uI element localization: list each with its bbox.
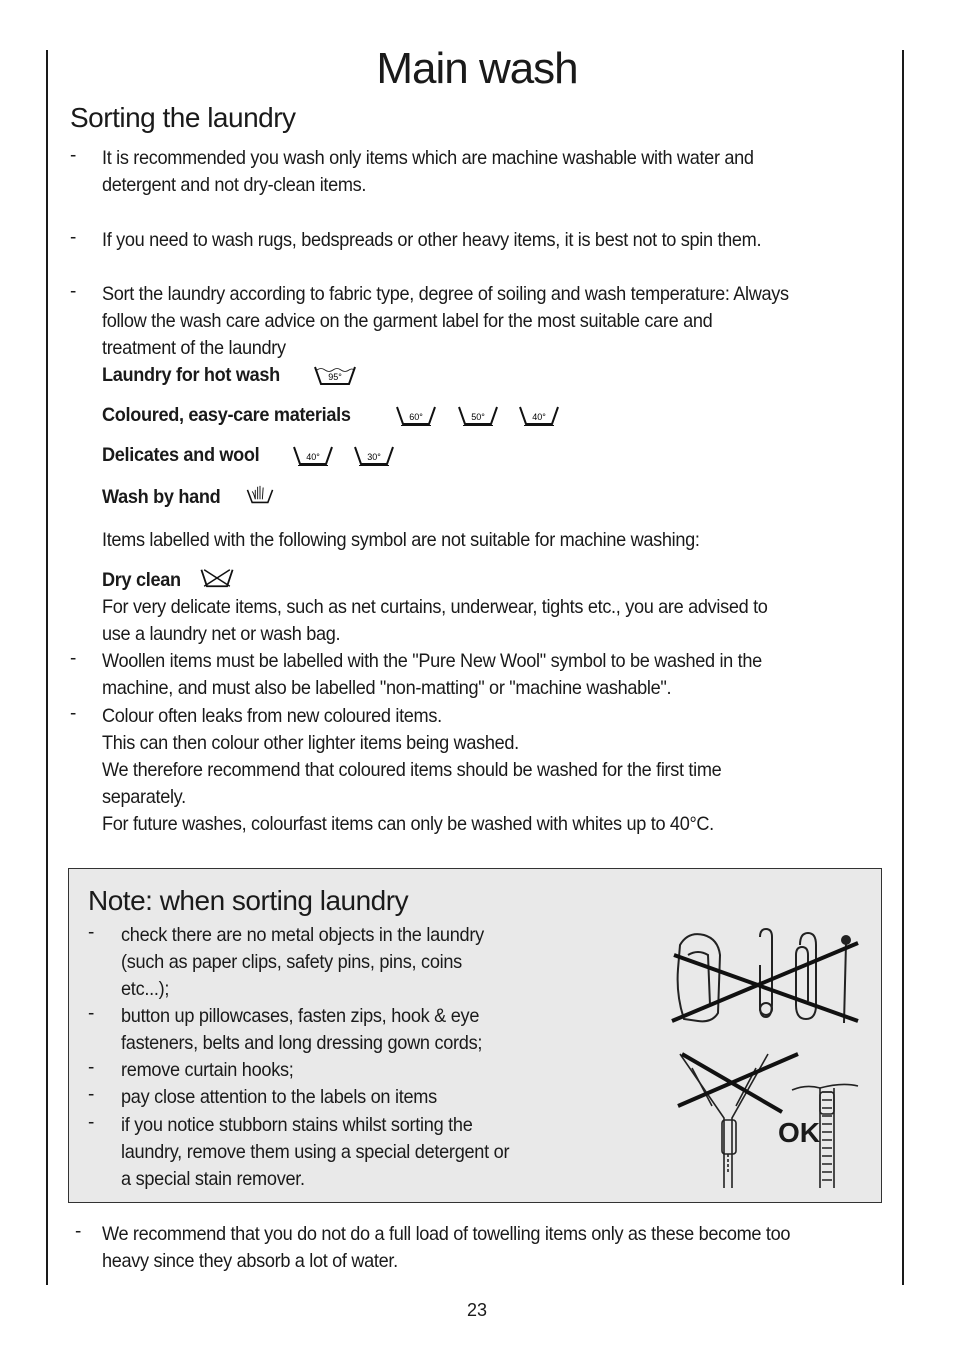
wash-tub-50-icon <box>457 405 499 427</box>
bullet-dash: - <box>70 281 77 302</box>
metal-objects-crossed-icon <box>668 925 864 1030</box>
temp-label: 95° <box>328 372 342 382</box>
page-title: Main wash <box>376 44 578 93</box>
hot-wash-label: Laundry for hot wash <box>102 364 280 386</box>
delicates-label: Delicates and wool <box>102 444 260 466</box>
paragraph-line: detergent and not dry-clean items. <box>102 174 367 196</box>
wash-tub-40-icon <box>518 405 560 427</box>
bullet-dash: - <box>70 703 77 724</box>
paragraph-line: Woollen items must be labelled with the "Pure New Wool" symbol to be washed in the <box>102 650 762 672</box>
temp-label: 60° <box>409 412 423 422</box>
note-line: pay close attention to the labels on items <box>121 1086 437 1108</box>
note-line: if you notice stubborn stains whilst sorting the <box>121 1114 473 1136</box>
left-margin-rule <box>46 50 48 1285</box>
paragraph-line: treatment of the laundry <box>102 337 286 359</box>
paragraph-line: Colour often leaks from new coloured items. <box>102 705 442 727</box>
paragraph-line: separately. <box>102 786 186 808</box>
wash-tub-60-icon <box>395 405 437 427</box>
do-not-wash-icon <box>198 567 236 589</box>
bullet-dash: - <box>88 1057 95 1078</box>
note-line: laundry, remove them using a special detergent or <box>121 1141 510 1163</box>
temp-label: 30° <box>367 452 381 462</box>
hand-wash-icon <box>242 482 278 504</box>
temp-label: 40° <box>532 412 546 422</box>
note-line: etc...); <box>121 978 170 1000</box>
bullet-dash: - <box>88 922 95 943</box>
paragraph-line: use a laundry net or wash bag. <box>102 623 341 645</box>
note-line: button up pillowcases, fasten zips, hook & eye <box>121 1005 480 1027</box>
dry-clean-label: Dry clean <box>102 569 181 591</box>
paragraph-line: machine, and must also be labelled "non-matting" or "machine washable". <box>102 677 672 699</box>
bullet-dash: - <box>75 1221 82 1242</box>
ok-label: OK <box>778 1117 820 1148</box>
paragraph-line: heavy since they absorb a lot of water. <box>102 1250 398 1272</box>
right-margin-rule <box>902 50 904 1285</box>
not-suitable-text: Items labelled with the following symbol are not suitable for machine washing: <box>102 529 700 551</box>
bullet-dash: - <box>70 648 77 669</box>
note-line: a special stain remover. <box>121 1168 305 1190</box>
note-line: (such as paper clips, safety pins, pins, coins <box>121 951 462 973</box>
coloured-label: Coloured, easy-care materials <box>102 404 351 426</box>
bullet-dash: - <box>70 145 77 166</box>
paragraph-line: follow the wash care advice on the garment label for the most suitable care and <box>102 310 713 332</box>
note-line: check there are no metal objects in the laundry <box>121 924 484 946</box>
paragraph-line: If you need to wash rugs, bedspreads or other heavy items, it is best not to spin them. <box>102 229 762 251</box>
paragraph-line: We recommend that you do not do a full load of towelling items only as these become too <box>102 1223 791 1245</box>
bullet-dash: - <box>88 1003 95 1024</box>
paragraph-line: We therefore recommend that coloured items should be washed for the first time <box>102 759 722 781</box>
bullet-dash: - <box>88 1084 95 1105</box>
bullet-dash: - <box>88 1112 95 1133</box>
temp-label: 50° <box>471 412 485 422</box>
zip-illustration-icon <box>672 1048 868 1194</box>
note-line: remove curtain hooks; <box>121 1059 294 1081</box>
paragraph-line: For very delicate items, such as net curtains, underwear, tights etc., you are advised to <box>102 596 768 618</box>
note-heading: Note: when sorting laundry <box>88 885 409 916</box>
wash-tub-95-icon <box>313 365 357 387</box>
paragraph-line: For future washes, colourfast items can only be washed with whites up to 40°C. <box>102 813 714 835</box>
paragraph-line: This can then colour other lighter items being washed. <box>102 732 519 754</box>
bullet-dash: - <box>70 227 77 248</box>
page-number: 23 <box>466 1300 488 1320</box>
paragraph-line: It is recommended you wash only items which are machine washable with water and <box>102 147 754 169</box>
temp-label: 40° <box>306 452 320 462</box>
note-line: fasteners, belts and long dressing gown cords; <box>121 1032 483 1054</box>
wash-tub-40-delicate-icon <box>292 445 334 467</box>
wash-tub-30-icon <box>353 445 395 467</box>
paragraph-line: Sort the laundry according to fabric type, degree of soiling and wash temperature: Always <box>102 283 789 305</box>
hand-wash-label: Wash by hand <box>102 486 221 508</box>
section-heading: Sorting the laundry <box>70 102 296 133</box>
